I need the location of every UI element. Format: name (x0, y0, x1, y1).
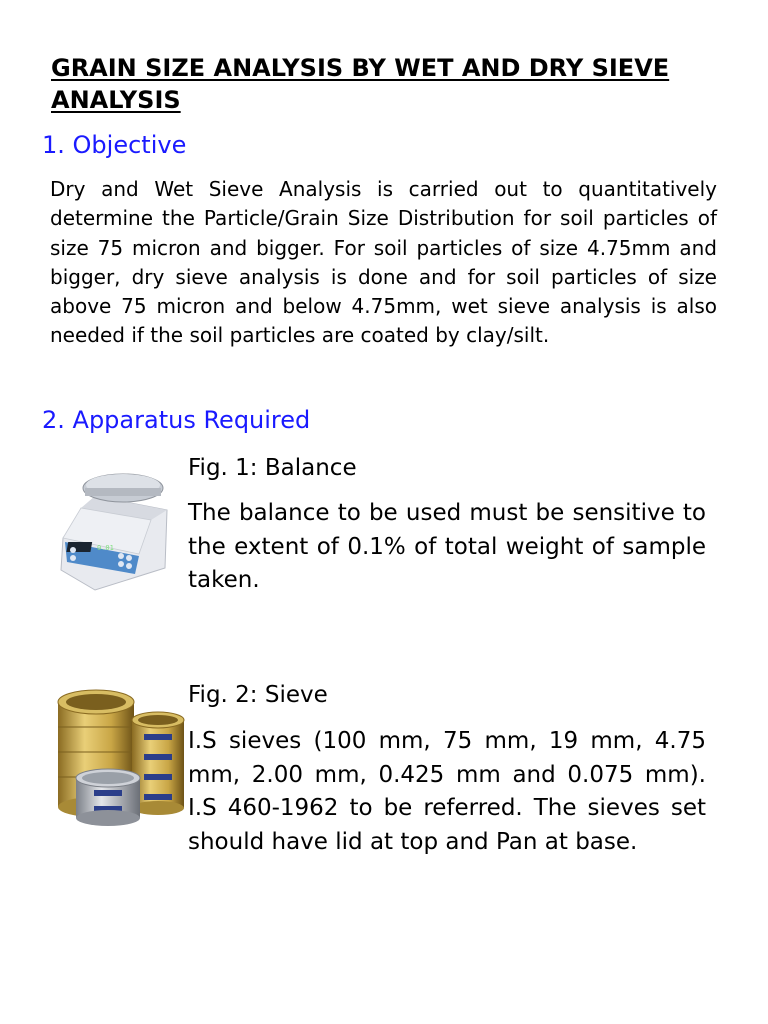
apparatus-heading: 2. Apparatus Required (42, 406, 311, 434)
objective-text: Dry and Wet Sieve Analysis is carried out to quantitatively determine the Particle/Grain Size Distribution for soil particles of size 75 micron and bigger. For soil particles of size 4.75mm and bigger, dry sieve analysis is done and for soil particles of size above 75 micron and below 4.75mm, wet sieve analysis is also needed if the soil particles are coated by clay/silt. (50, 177, 717, 348)
fig2-caption: Fig. 2: Sieve (188, 682, 328, 708)
balance-display: 0.01 (97, 544, 114, 552)
fig1-text: The balance to be used must be sensitive to the extent of 0.1% of total weight of sample taken. (188, 500, 706, 593)
fig2-text: I.S sieves (100 mm, 75 mm, 19 mm, 4.75 mm, 2.00 mm, 0.425 mm and 0.075 mm). I.S 460-1962 to be referred. The sieves set should have lid at top and Pan at base. (188, 728, 706, 855)
fig1-caption: Fig. 1: Balance (188, 455, 357, 481)
page-title: GRAIN SIZE ANALYSIS BY WET AND DRY SIEVE ANALYSIS (51, 54, 670, 114)
balance-image (55, 458, 175, 598)
objective-heading: 1. Objective (42, 131, 187, 159)
sieve-image (52, 682, 188, 827)
